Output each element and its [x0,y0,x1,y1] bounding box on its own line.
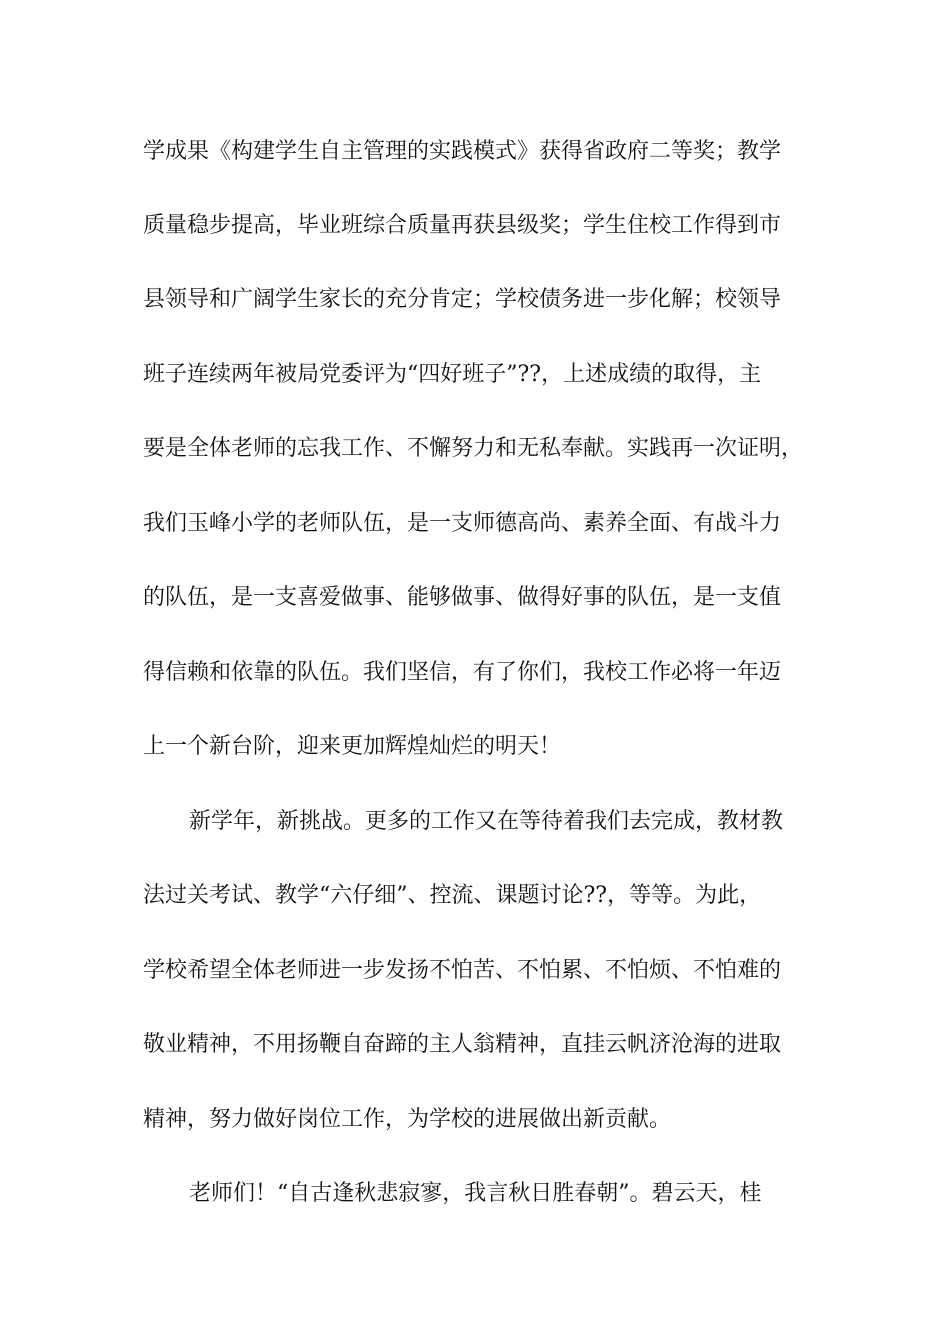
text-line: 得信赖和依靠的队伍。我们坚信，有了你们，我校工作必将一年迈 [143,660,782,685]
text-line: 法过关考试、教学“六仔细”、控流、课题讨论??，等等。为此， [143,883,762,908]
text-line: 学成果《构建学生自主管理的实践模式》获得省政府二等奖；教学 [143,139,782,164]
text-line: 班子连续两年被局党委评为“四好班子”??，上述成绩的取得，主 [143,362,762,387]
text-line: 敬业精神，不用扬鞭自奋蹄的主人翁精神，直挂云帆济沧海的进取 [143,1032,782,1057]
text-line: 上一个新台阶，迎来更加辉煌灿烂的明天！ [143,734,562,759]
text-line: 精神，努力做好岗位工作，为学校的进展做出新贡献。 [143,1107,672,1132]
text-line: 质量稳步提高，毕业班综合质量再获县级奖；学生住校工作得到市 [143,213,782,238]
text-line: 的队伍，是一支喜爱做事、能够做事、做得好事的队伍，是一支值 [143,585,782,610]
text-line: 县领导和广阔学生家长的充分肯定；学校债务进一步化解；校领导 [143,287,782,312]
paragraph-start-line: 老师们！“自古逢秋悲寂寥，我言秋日胜春朝”。碧云天，桂 [189,1181,762,1206]
text-line: 我们玉峰小学的老师队伍，是一支师德高尚、素养全面、有战斗力 [143,511,782,536]
text-line: 要是全体老师的忘我工作、不懈努力和无私奉献。实践再一次证明， [143,436,804,461]
text-line: 学校希望全体老师进一步发扬不怕苦、不怕累、不怕烦、不怕难的 [143,958,782,983]
paragraph-start-line: 新学年，新挑战。更多的工作又在等待着我们去完成，教材教 [189,809,784,834]
